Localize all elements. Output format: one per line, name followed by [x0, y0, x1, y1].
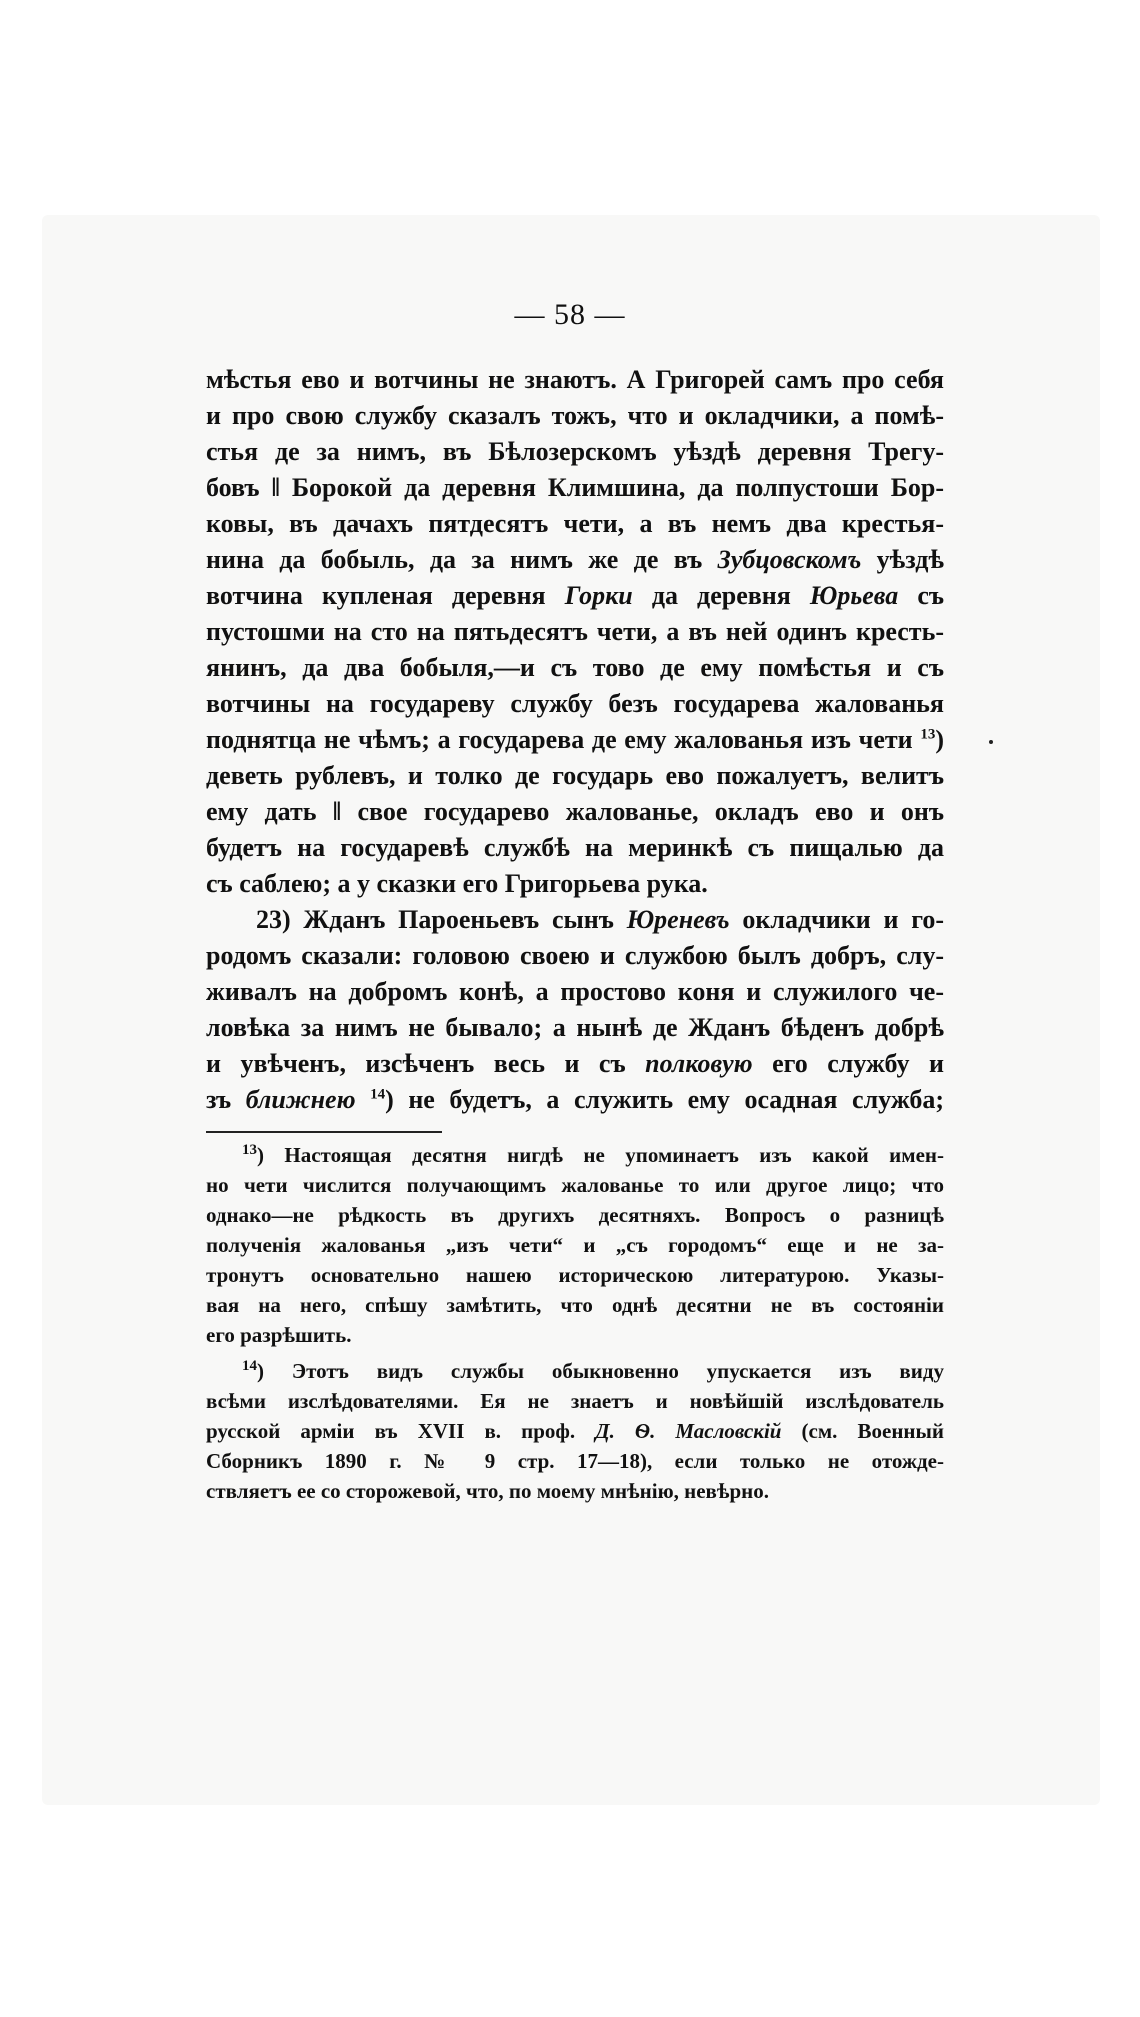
footnote-13-line: [206, 1320, 944, 1350]
footnote-14-line: [206, 1476, 944, 1506]
text-run: уѣздѣ: [876, 545, 945, 574]
italic-place-name: Зубцовскомъ: [717, 545, 862, 574]
text-run: однако—не рѣдкость въ другихъ десятняхъ. Вопросъ о разницѣ: [206, 1203, 944, 1227]
text-run: пустошми на сто на пятьдесятъ чети, а въ ней одинъ кресть-: [206, 617, 944, 646]
text-line: [206, 686, 944, 722]
text-run: живалъ на добромъ конѣ, а простово коня и служилого че-: [206, 977, 944, 1006]
italic-term: полковую: [645, 1049, 753, 1078]
text-run: стья де за нимъ, въ Бѣлозерскомъ уѣздѣ деревня Трегу-: [206, 437, 944, 466]
text-run: окладчики и го-: [742, 905, 945, 934]
italic-place-name: Горки: [564, 581, 633, 610]
footnote-marker: 14: [242, 1358, 257, 1374]
text-line: [206, 470, 944, 506]
text-run: но чети числится получающимъ жалованье то или другое лицо; что: [206, 1173, 944, 1197]
text-run: зъ: [206, 1085, 232, 1114]
text-run: русской арміи въ XVII в. проф.: [206, 1419, 576, 1443]
text-run: поднятца не чѣмъ; а государева де ему жалованья изъ чети: [206, 725, 913, 754]
footnote-13-line: [206, 1170, 944, 1200]
text-run: нина да бобыль, да за нимъ же де въ: [206, 545, 703, 574]
text-run: 23) Жданъ Пароеньевъ сынъ: [256, 905, 614, 934]
ink-speck: [989, 740, 993, 744]
text-run: ) не будетъ, а служить ему осадная служба;: [385, 1085, 944, 1114]
text-run: его службу и: [772, 1049, 945, 1078]
text-run: и про свою службу сказалъ тожъ, что и окладчики, а помѣ-: [206, 401, 944, 430]
text-run: ловѣка за нимъ не бывало; а нынѣ де Жданъ бѣденъ добрѣ: [206, 1013, 944, 1042]
text-line: [206, 578, 944, 614]
text-line: [206, 614, 944, 650]
text-run: бовъ ‖ Борокой да деревня Климшина, да полпустоши Бор-: [206, 473, 944, 502]
footnote-ref-14: 14: [370, 1086, 386, 1103]
footnote-14-line: [206, 1386, 944, 1416]
text-line: [206, 758, 944, 794]
footnote-13-line: [206, 1230, 944, 1260]
text-line: [206, 794, 944, 830]
text-line: [206, 1046, 944, 1082]
main-text: [206, 362, 944, 1118]
text-run: будетъ на государевѣ службѣ на меринкѣ съ пищалью да: [206, 833, 944, 862]
text-line: [206, 722, 944, 758]
footnote-13-line: [206, 1140, 944, 1170]
text-line: [206, 542, 944, 578]
text-run: вотчина купленая деревня: [206, 581, 546, 610]
text-line: [206, 362, 944, 398]
text-run: янинъ, да два бобыля,—и съ тово де ему помѣстья и съ: [206, 653, 944, 682]
text-line: [206, 650, 944, 686]
footnote-ref-13: 13: [920, 726, 936, 743]
footnote-13-line: [206, 1260, 944, 1290]
text-line: [206, 974, 944, 1010]
text-line: [206, 938, 944, 974]
text-run: съ саблею; а у сказки его Григорьева рука.: [206, 869, 708, 898]
text-line: [206, 434, 944, 470]
text-run: всѣми изслѣдователями. Ея не знаетъ и новѣйшій изслѣдователь: [206, 1389, 944, 1413]
text-run: деветь рублевъ, и толко де государь ево пожалуетъ, велитъ: [206, 761, 944, 790]
text-run: родомъ сказали: головою своею и службою былъ добръ, слу-: [206, 941, 944, 970]
text-run: полученія жалованья „изъ чети“ и „съ городомъ“ еще и не за-: [206, 1233, 944, 1257]
text-run: ) Настоящая десятня нигдѣ не упоминаетъ изъ какой имен-: [257, 1143, 944, 1167]
text-run: тронутъ основательно нашею историческою литературою. Указы-: [206, 1263, 944, 1287]
text-line: [206, 830, 944, 866]
text-line: [206, 1010, 944, 1046]
text-run: мѣстья ево и вотчины не знаютъ. А Григорей самъ про себя: [206, 365, 944, 394]
footnote-13-line: [206, 1290, 944, 1320]
text-line: [206, 398, 944, 434]
footnotes: [206, 1140, 944, 1506]
italic-surname: Юреневъ: [626, 905, 730, 934]
text-run: да деревня: [651, 581, 791, 610]
text-run: ковы, въ дачахъ пятдесятъ чети, а въ немъ два крестья-: [206, 509, 944, 538]
italic-term: ближнею: [245, 1085, 356, 1114]
text-run: ) Этотъ видъ службы обыкновенно упускается изъ виду: [257, 1359, 944, 1383]
footnote-14-line: [206, 1446, 944, 1476]
page-number: — 58 —: [514, 298, 626, 331]
text-run: его разрѣшить.: [206, 1323, 352, 1347]
text-line: [206, 866, 944, 902]
text-run: съ: [917, 581, 945, 610]
text-line: [206, 902, 944, 938]
footnote-14-line: [206, 1416, 944, 1446]
text-run: (см. Военный: [801, 1419, 945, 1443]
footnote-14-line: [206, 1356, 944, 1386]
footnote-13-line: [206, 1200, 944, 1230]
text-run: вотчины на государеву службу безъ государева жалованья: [206, 689, 944, 718]
text-run: ему дать ‖ свое государево жалованье, окладъ ево и онъ: [206, 797, 944, 826]
italic-place-name: Юрьева: [809, 581, 899, 610]
text-run: и увѣченъ, изсѣченъ весь и съ: [206, 1049, 626, 1078]
italic-author-name: Д. Ѳ. Масловскій: [595, 1419, 782, 1443]
text-run: Сборникъ 1890 г. № 9 стр. 17—18), если только не отожде-: [206, 1449, 944, 1473]
footnote-divider: [206, 1131, 442, 1133]
text-run: вая на него, спѣшу замѣтить, что однѣ десятни не въ состояніи: [206, 1293, 944, 1317]
footnote-marker: 13: [242, 1142, 257, 1158]
text-run: ствляетъ ее со сторожевой, что, по моему мнѣнію, невѣрно.: [206, 1479, 770, 1503]
text-line: [206, 1082, 944, 1118]
text-line: [206, 506, 944, 542]
text-run: ): [935, 725, 944, 754]
